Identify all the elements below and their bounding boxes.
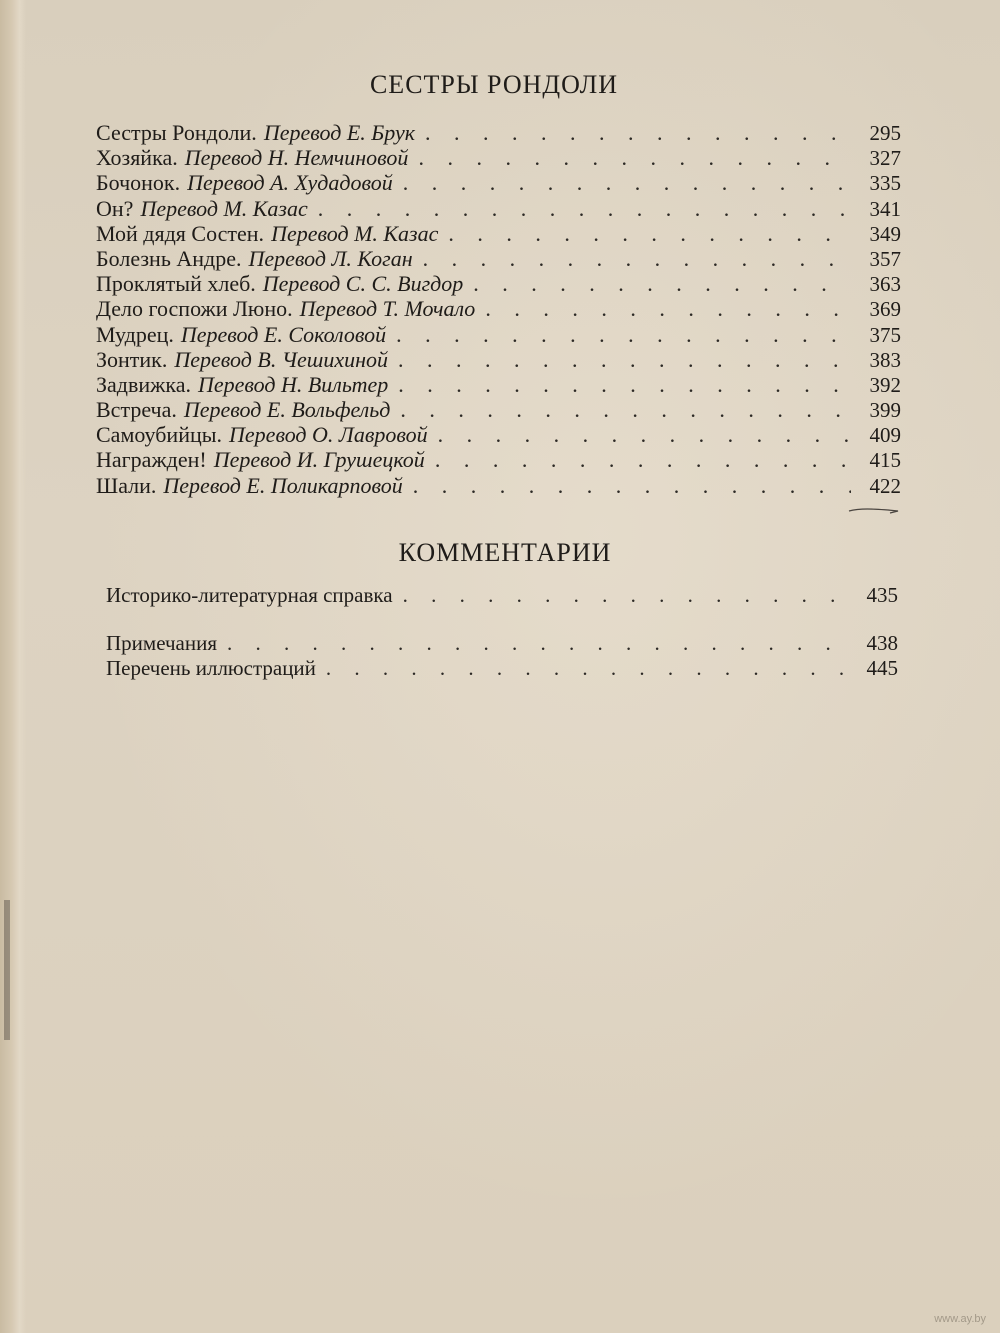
work-title: Проклятый хлеб. <box>96 271 256 297</box>
translator-credit: Перевод С. С. Вигдор <box>262 271 464 297</box>
toc-entry <box>96 322 901 347</box>
page-number: 415 <box>869 448 901 473</box>
dot-leader <box>448 221 851 246</box>
translator-credit: Перевод И. Грушецкой <box>213 447 425 473</box>
translator-credit: Перевод Т. Мочало <box>299 296 476 322</box>
translator-credit: Перевод Л. Коган <box>248 245 413 271</box>
dot-leader <box>413 473 851 498</box>
page-binding-edge <box>0 0 26 1333</box>
work-title: Самоубийцы. <box>96 422 223 448</box>
dot-leader <box>403 170 851 195</box>
site-watermark: www.ay.by <box>934 1313 986 1325</box>
work-title: Хозяйка. <box>96 145 178 171</box>
dot-leader <box>435 447 851 472</box>
dot-leader <box>400 397 851 422</box>
dot-leader <box>418 145 851 170</box>
work-title: Мой дядя Состен. <box>96 220 265 246</box>
table-of-contents-commentary <box>106 583 898 682</box>
dot-leader <box>227 631 848 656</box>
work-title: Бочонок. <box>96 170 181 196</box>
toc-entry <box>96 296 901 321</box>
dot-leader <box>326 656 848 681</box>
table-of-contents-stories <box>96 120 901 498</box>
dot-leader <box>473 271 851 296</box>
page-number: 399 <box>869 398 901 423</box>
translator-credit: Перевод О. Лавровой <box>229 422 428 448</box>
dot-leader <box>398 347 851 372</box>
page-number: 369 <box>869 297 901 322</box>
translator-credit: Перевод В. Чешихиной <box>174 346 389 372</box>
toc-entry <box>96 271 901 296</box>
work-title: Встреча. <box>96 397 177 423</box>
dot-leader <box>398 372 851 397</box>
toc-entry <box>96 473 901 498</box>
pencil-mark-icon <box>848 505 900 515</box>
page-number: 335 <box>869 171 901 196</box>
dot-leader <box>438 422 851 447</box>
translator-credit: Перевод М. Казас <box>271 220 439 246</box>
toc-entry <box>96 246 901 271</box>
page-number: 341 <box>869 196 901 221</box>
page-number: 363 <box>869 272 901 297</box>
translator-credit: Перевод М. Казас <box>140 195 308 221</box>
page-number: 422 <box>869 473 901 498</box>
toc-entry <box>96 196 901 221</box>
page-number: 375 <box>869 322 901 347</box>
dot-leader <box>403 583 848 608</box>
page-number: 295 <box>869 121 901 145</box>
work-title: Болезнь Андре. <box>96 245 242 271</box>
toc-entry <box>96 347 901 372</box>
translator-credit: Перевод Е. Поликарповой <box>163 472 403 498</box>
page-number: 445 <box>866 656 898 681</box>
work-title: Перечень иллюстраций <box>106 656 316 681</box>
toc-entry <box>106 583 898 608</box>
section-title: СЕСТРЫ РОНДОЛИ <box>369 70 619 99</box>
work-title: Он? <box>96 195 134 221</box>
page-number: 409 <box>869 423 901 448</box>
toc-entry <box>96 145 901 170</box>
page-number: 438 <box>866 631 898 656</box>
work-title: Задвижка. <box>96 371 191 397</box>
toc-entry <box>96 397 901 422</box>
toc-entry <box>96 170 901 195</box>
page-number: 383 <box>869 347 901 372</box>
translator-credit: Перевод Е. Брук <box>263 120 416 145</box>
toc-entry <box>96 120 901 145</box>
work-title: Награжден! <box>96 447 207 473</box>
translator-credit: Перевод Н. Вильтер <box>197 371 389 397</box>
work-title: Шали. <box>96 472 157 498</box>
page-number: 435 <box>866 583 898 607</box>
work-title: Мудрец. <box>96 321 174 347</box>
dot-leader <box>318 196 851 221</box>
toc-entry <box>96 372 901 397</box>
toc-entry <box>106 656 898 681</box>
work-title: Дело госпожи Люно. <box>96 296 293 322</box>
toc-entry <box>96 221 901 246</box>
work-title: Зонтик. <box>96 346 168 372</box>
dot-leader <box>396 322 851 347</box>
page-number: 327 <box>869 146 901 171</box>
translator-credit: Перевод Е. Вольфельд <box>183 397 391 423</box>
toc-entry <box>96 422 901 447</box>
section-title: КОММЕНТАРИИ <box>398 538 612 567</box>
work-title: Примечания <box>106 631 218 656</box>
translator-credit: Перевод А. Худадовой <box>187 170 393 196</box>
dot-leader <box>485 296 851 321</box>
work-title: Сестры Рондоли. <box>96 120 257 145</box>
work-title: Историко-литературная справка <box>106 583 393 607</box>
dot-leader <box>423 246 851 271</box>
page-number: 392 <box>869 372 901 397</box>
translator-credit: Перевод Е. Соколовой <box>180 321 387 347</box>
translator-credit: Перевод Н. Немчиновой <box>184 145 409 171</box>
page-number: 349 <box>869 221 901 246</box>
toc-entry <box>96 447 901 472</box>
dot-leader <box>425 120 851 145</box>
page-number: 357 <box>869 246 901 271</box>
toc-entry <box>106 631 898 656</box>
